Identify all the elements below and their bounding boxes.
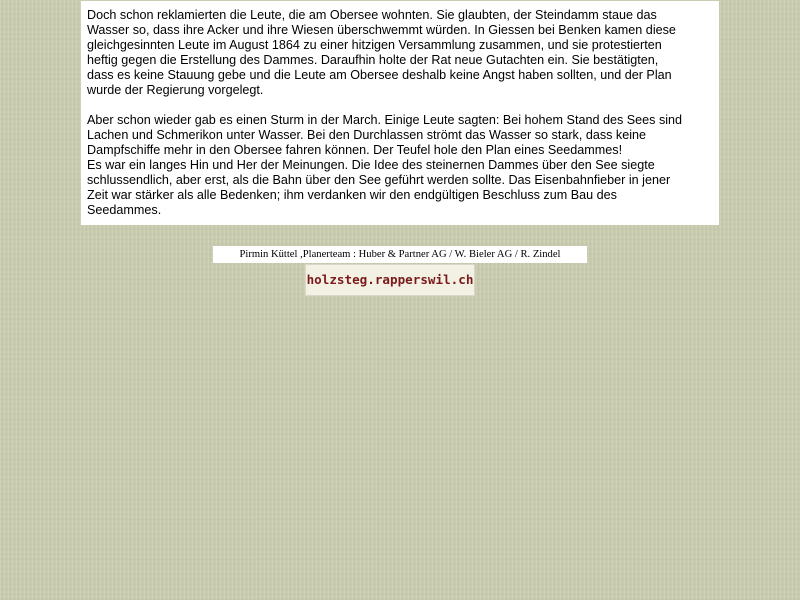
article-text-box [81,1,719,225]
site-link-button[interactable]: holzsteg.rapperswil.ch [306,265,474,295]
credits-line: Pirmin Küttel ,Planerteam : Huber & Partner AG / W. Bieler AG / R. Zindel [213,246,587,263]
article-paragraph-1: Doch schon reklamierten die Leute, die am Obersee wohnten. Sie glaubten, der Steindamm staue das Wasser so, dass ihre Acker und ihre Wiesen überschwemmt würden. In Giessen bei Benken kamen diese gleichgesinnten Leute im August 1864 zu einer hitzigen Versammlung zusammen, und sie protestierten heftig gegen die Erstellung des Dammes. Daraufhin holte der Rat neue Gutachten ein. Sie bestätigten, dass es keine Stauung gebe und die Leute am Obersee deshalb keine Angst haben sollten, und der Plan wurde der Regierung vorgelegt. [87,8,676,97]
article-paragraph-2: Aber schon wieder gab es einen Sturm in der March. Einige Leute sagten: Bei hohem Stand des Sees sind Lachen und Schmerikon unter Wasser. Bei den Durchlassen strömt das Wasser so stark, dass keine Dampfschiffe mehr in den Obersee fahren können. Der Teufel hole den Plan eines Seedammes! Es war ein langes Hin und Her der Meinungen. Die Idee des steinernen Dammes über den See siegte schlussendlich, aber erst, als die Bahn über den See geführt werden sollte. Das Eisenbahnfieber in jener Zeit war stärker als alle Bedenken; ihm verdanken wir den endgültigen Beschluss zum Bau des Seedammes. [87,113,683,217]
